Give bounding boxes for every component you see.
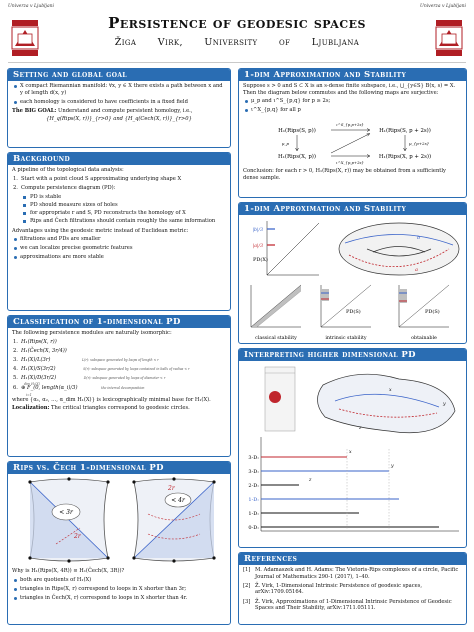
dim-label-1: 3-D: [248,469,259,475]
reference-1: [1] M. Adamaszek and H. Adams: The Vietoris-Rips complexes of a circle, Pacific Journal of Mathematics 290-1 (2017), 1–40. [243,567,459,580]
header-rule [8,62,466,63]
higher-label-hy: y [443,402,446,407]
university-label-left: Univerza v Ljubljani [8,4,54,9]
setting-section [7,68,231,148]
iso-module-3: 3. H₁(X)/L(3r) L(r): subspace generated by loops of length < r [13,356,159,363]
higher-dim-figure [239,361,466,547]
advantage-2: we can localize precise geometric features [12,245,226,252]
rips-cech-why: Why is H₁(Rips(X, 4R)) ≅ H₁(Čech(X, 3R))? [12,568,125,574]
label-a: a [415,267,418,273]
classification-where: where {α₁, α₂, …, α_dim H₁(X)} is lexicographically minimal base for H₁(X). [12,396,211,403]
rips-cech-figure [8,474,230,566]
dim-label-5: 0-D: [248,525,259,531]
label-b-third: |b|/3 [252,228,263,233]
diagram-top-left: H₁(Rips(S, p)) [278,128,316,135]
label-lt-4r: < 4r [171,497,185,504]
diagram-mu-p: μ_p [281,141,289,147]
reference-3: [3] Ž. Virk, Approximations of 1-Dimensional Intrinsic Persistence of Geodesic Spaces and Their Stability, arXiv:1711.05111. [243,598,452,612]
poster-authors [0,37,474,48]
setting-bullet-2: each homology is considered to have coefficients in a fixed field [12,99,226,106]
diagram-bottom-arrow-label: ι^X_{p,p+2s} [336,160,364,166]
diagram-top-right: H₁(Rips(S, p + 2s)) [379,128,431,135]
label-2r-right: 2r [168,485,175,492]
approx-header: 1-dim Approximation and Stability [239,69,466,81]
approx-figures-section [238,202,467,344]
setting-bullet-1: X compact Riemannian manifold: ∀x, y ∈ X there exists a path between x and y of length d(x, y) [12,83,226,96]
label-b: b [417,235,421,241]
pipeline-step-1: 1. Start with a point cloud S approximating underlying shape X [13,175,182,182]
higher-label-hz: z [359,426,362,431]
background-header: Background [8,153,230,165]
barcode-label-z: z [309,478,312,483]
affiliation: University of Ljubljana [204,37,360,48]
pipeline-step-2: 2. Compute persistence diagram (PD): [13,184,116,191]
commutative-diagram [239,118,466,168]
label-pds-2: PD(S) [425,309,440,315]
diagram-mu-p2s: μ_{p+2s} [409,141,430,147]
caption-classical: classical stability [255,336,297,341]
label-a-third: |a|/3 [252,244,263,249]
dim-label-4: 1-D: [248,511,259,517]
reference-2: [2] Ž. Virk, 1-Dimensional Intrinsic Persistence of geodesic spaces, arXiv:1709.05164. [243,582,423,596]
references-header: References [239,553,466,565]
dim-label-0: 3-D: [248,455,259,461]
higher-dim-header: Interpreting higher dimensional PD [239,349,466,361]
caption-intrinsic: intrinsic stability [325,336,367,341]
iso-module-5: 5. H₁(X)/D(3r/2) D(r): subspace generated by loops of diameter < r [13,374,166,381]
localization: Localization: The critical triangles correspond to geodesic circles. [12,405,190,412]
pd-property-2: PD should measure sizes of holes [12,202,226,209]
classification-intro: The following persistence modules are naturally isomorphic: [12,330,172,336]
advantage-3: approximations are more stable [12,254,226,261]
goal-label: The BIG GOAL: [12,107,57,114]
approx-text: Suppose s > 0 and S ⊂ X is an s-dense finite subspace, i.e., ⋃_{y∈S} B(x, s) = X. Then the diagram below commutes and the following maps are surjective: [243,83,456,96]
background-section [7,152,231,311]
label-2r: 2r [74,533,81,540]
author-name: Žiga Virk, [114,37,183,48]
diagram-bottom-right: H₁(Rips(X, p + 2s)) [378,154,432,161]
iso-module-2: 2. H₁(Čech(X, 3r/4)) [13,347,67,354]
rips-cech-bullet-1: both are quotients of H₁(X) [12,577,226,584]
poster-title: Persistence of geodesic spaces [108,14,366,32]
classification-header: Classification of 1-dimensional PD [8,316,230,328]
rips-triangle-figure [28,477,109,562]
iso-module-6: 6. dim H₁(X) ⊕ F_(0, length(α_i)/3) the interval decomposition i=1 [13,382,145,398]
diagram-top-arrow-label: ι^S_{p,p+2s} [336,122,364,128]
approx-section [238,68,467,198]
pd-property-1: PD is stable [12,194,226,201]
rips-cech-bullet-2: triangles in Rips(X, r) correspond to loops in X shorter than 3r; [12,586,226,593]
pd-property-3: for appropriate r and S, PD reconstructs the homology of X [12,210,226,217]
label-pdx: PD(X) [253,257,268,263]
rips-cech-section [7,461,231,625]
approx-bullet-1: μ_p and ι^S_{p,q} for p ≥ 2s; [243,98,462,105]
goal-text: Understand and compute persistent homology, i.e., [57,107,193,114]
rips-cech-bullet-3: triangles in Čech(X, r) correspond to loops in X shorter than 4r. [12,595,226,602]
label-pds-1: PD(S) [346,309,361,315]
pd-obtainable [399,285,449,341]
barcode-label-y: y [391,464,394,469]
rips-cech-header: Rips vs. Čech 1-dimensional PD [8,462,230,474]
cech-triangle-figure [132,477,215,562]
diagram-bottom-left: H₁(Rips(X, p)) [278,154,316,161]
stability-figure [239,215,466,343]
approx-conclusion: Conclusion: for each r > 0, H₁(Rips(X, r)) may be obtained from a sufficiently dense sample. [243,168,446,181]
dim-label-2: 2-D: [248,483,259,489]
setting-header: Setting and global goal [8,69,230,81]
approx-figures-header: 1-dim Approximation and Stability [239,203,466,215]
iso-module-4: 4. H₁(X)/S(3r/2) S(r): subspace generated by loops contained in balls of radius < r [13,365,190,372]
setting-goal [12,108,226,115]
goal-formula: {H_q(Rips(X, r))}_{r>0} and {H_q(Cech(X, r))}_{r>0} [46,116,192,123]
label-lt-3r: < 3r [59,509,73,516]
higher-label-hx: x [389,388,392,393]
iso-module-1: 1. H₁(Rips(X, r)) [13,338,57,345]
advantages-intro: Advantages using the geodesic metric instead of Euclidean metric: [12,227,189,234]
background-intro: A pipeline of the topological data analysis: [12,167,124,173]
classification-section [7,315,231,457]
advantage-1: filtrations and PDs are smaller [12,236,226,243]
references-section [238,552,467,625]
pd-classical [251,285,301,341]
higher-dim-section [238,348,467,548]
caption-obtainable: obtainable [411,336,437,341]
pd-intrinsic [321,285,371,341]
dim-label-3: 1-D: [248,497,259,503]
pd-property-4: Rips and Čech filtrations should contain roughly the same information [12,218,226,225]
university-label-right: Univerza v Ljubljani [420,4,466,9]
approx-bullet-2: ι^X_{p,q} for all p [243,107,462,114]
barcode-label-x: x [349,450,352,455]
